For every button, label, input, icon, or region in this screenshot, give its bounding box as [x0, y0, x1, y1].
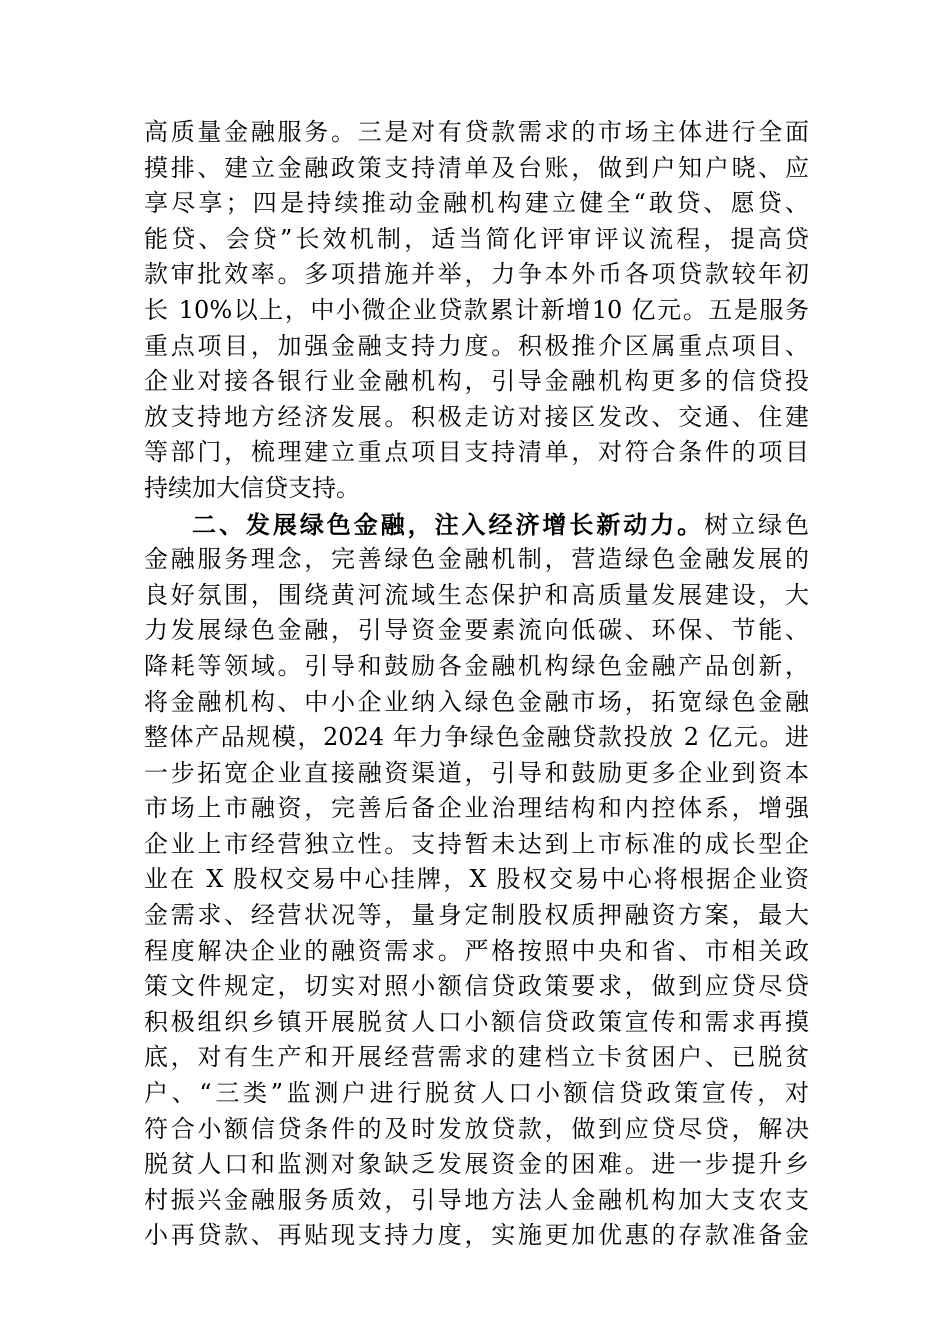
text-line: 一步拓宽企业直接融资渠道，引导和鼓励更多企业到资本	[144, 758, 809, 787]
text-line: 企业上市经营独立性。支持暂未达到上市标准的成长型企	[144, 829, 809, 858]
text-line: 小再贷款、再贴现支持力度，实施更加优惠的存款准备金	[144, 1221, 809, 1250]
text-line: 程度解决企业的融资需求。严格按照中央和省、市相关政	[144, 936, 809, 965]
text-line: 款审批效率。多项措施并举，力争本外币各项贷款较年初	[144, 260, 809, 289]
text-line: 整体产品规模，2024 年力争绿色金融贷款投放 2 亿元。进	[144, 723, 809, 752]
text-line: 摸排、建立金融政策支持清单及台账，做到户知户晓、应	[144, 153, 809, 182]
text-line: 金融服务理念，完善绿色金融机制，营造绿色金融发展的	[144, 545, 809, 574]
text-line: 享尽享；四是持续推动金融机构建立健全“敢贷、愿贷、	[144, 189, 809, 218]
section-heading: 二、发展绿色金融，注入经济增长新动力。	[192, 509, 705, 539]
text-line: 能贷、会贷”长效机制，适当简化评审评议流程，提高贷	[144, 224, 809, 253]
text-line: 放支持地方经济发展。积极走访对接区发改、交通、住建	[144, 402, 809, 431]
text-line: 长 10%以上，中小微企业贷款累计新增10 亿元。五是服务	[144, 295, 809, 324]
text-line: 策文件规定，切实对照小额信贷政策要求，做到应贷尽贷	[144, 972, 809, 1001]
text-line: 积极组织乡镇开展脱贫人口小额信贷政策宣传和需求再摸	[144, 1007, 809, 1036]
text-line: 村振兴金融服务质效，引导地方法人金融机构加大支农支	[144, 1185, 809, 1214]
text-line: 降耗等领域。引导和鼓励各金融机构绿色金融产品创新，	[144, 651, 809, 680]
text-line: 市场上市融资，完善后备企业治理结构和内控体系，增强	[144, 794, 809, 823]
text-line: 户、“三类”监测户进行脱贫人口小额信贷政策宣传，对	[144, 1079, 809, 1108]
text-line: 力发展绿色金融，引导资金要素流向低碳、环保、节能、	[144, 616, 809, 645]
text-line: 符合小额信贷条件的及时发放贷款，做到应贷尽贷，解决	[144, 1114, 809, 1143]
text-line: 将金融机构、中小企业纳入绿色金融市场，拓宽绿色金融	[144, 687, 809, 716]
section-heading-line	[144, 507, 809, 543]
text-line: 底，对有生产和开展经营需求的建档立卡贫困户、已脱贫	[144, 1043, 809, 1072]
text-line: 业在 X 股权交易中心挂牌，X 股权交易中心将根据企业资	[144, 865, 809, 894]
text-line: 金需求、经营状况等，量身定制股权质押融资方案，最大	[144, 901, 809, 930]
text-line: 脱贫人口和监测对象缺乏发展资金的困难。进一步提升乡	[144, 1150, 809, 1179]
text-line: 高质量金融服务。三是对有贷款需求的市场主体进行全面	[144, 118, 809, 146]
text-line: 重点项目，加强金融支持力度。积极推介区属重点项目、	[144, 331, 809, 360]
text-line: 企业对接各银行业金融机构，引导金融机构更多的信贷投	[144, 367, 809, 396]
paragraph-end-line: 持续加大信贷支持。	[144, 473, 360, 502]
text-line: 良好氛围，围绕黄河流域生态保护和高质量发展建设，大	[144, 580, 809, 609]
text-segment: 树立绿色	[704, 510, 810, 539]
text-line: 等部门，梳理建立重点项目支持清单，对符合条件的项目	[144, 438, 809, 467]
document-body	[144, 115, 809, 1254]
